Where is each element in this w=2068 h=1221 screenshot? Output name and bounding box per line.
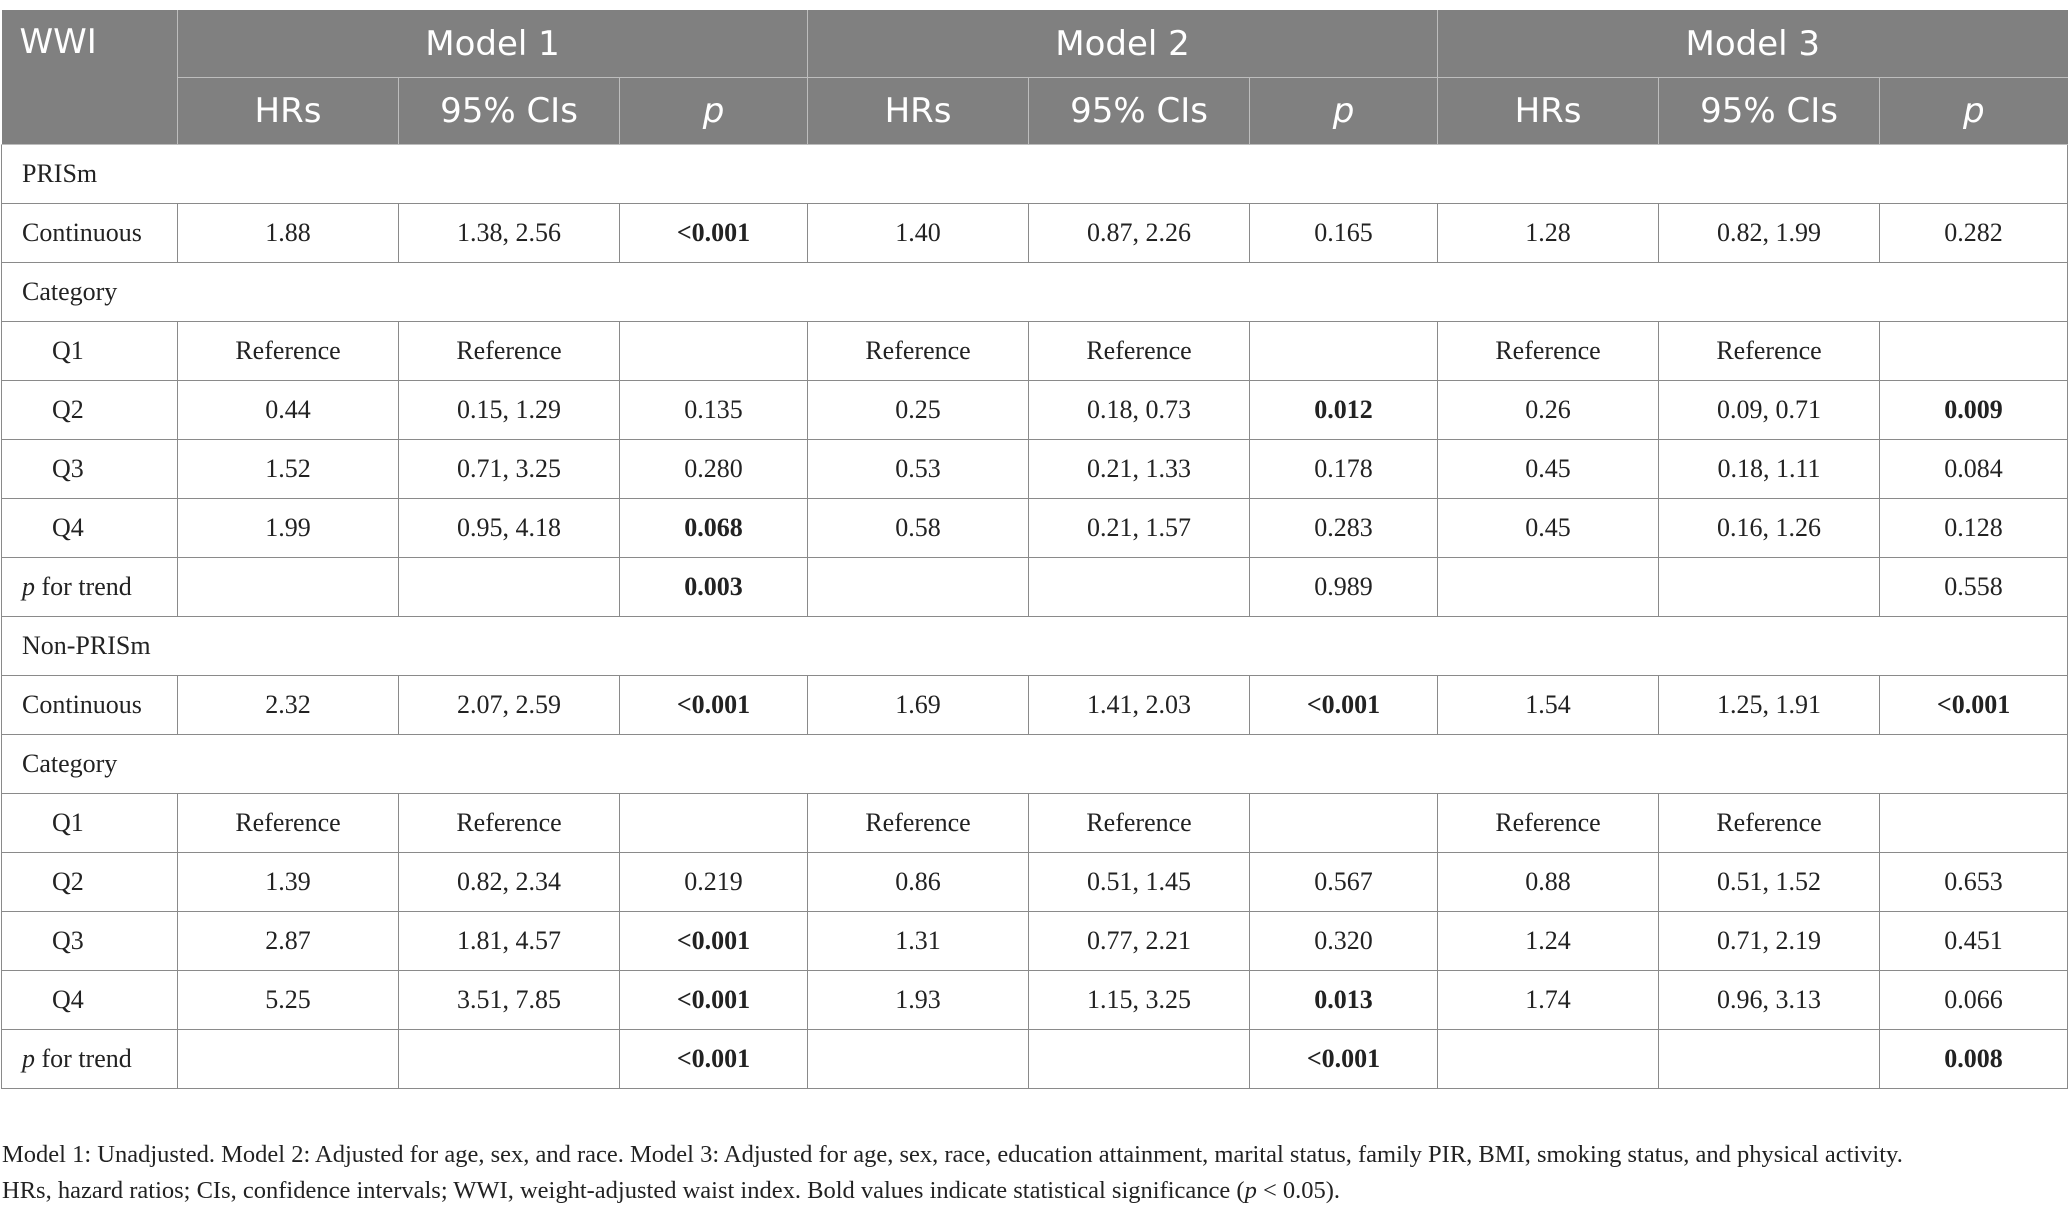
cell-model3-p: 0.451: [1880, 912, 2068, 971]
cell-model3-ci: Reference: [1659, 322, 1880, 381]
cell-model1-hr: 1.99: [178, 499, 399, 558]
row-label: Q3: [2, 440, 178, 499]
subheader-row: [2, 263, 2068, 322]
cell-model1-p: [620, 322, 808, 381]
section-row: [2, 617, 2068, 676]
cell-model1-p: <0.001: [620, 971, 808, 1030]
cell-model3-p: 0.128: [1880, 499, 2068, 558]
ci-header: 95% CIs: [1029, 78, 1250, 145]
cell-model2-hr: 1.40: [808, 204, 1029, 263]
cell-model1-p: 0.068: [620, 499, 808, 558]
cell-model2-p: [1250, 322, 1438, 381]
ci-header: 95% CIs: [1659, 78, 1880, 145]
model-1-header: Model 1: [178, 10, 808, 78]
model-3-header: Model 3: [1438, 10, 2068, 78]
cell-model3-p: [1880, 794, 2068, 853]
cell-model3-p: 0.008: [1880, 1030, 2068, 1089]
cell-model1-p: 0.280: [620, 440, 808, 499]
table-row: [2, 322, 2068, 381]
cell-model2-p: <0.001: [1250, 676, 1438, 735]
footnote-abbreviations: [2, 1173, 2066, 1209]
subheader-label: Category: [2, 735, 2068, 794]
cell-model3-ci: 0.51, 1.52: [1659, 853, 1880, 912]
table-body: [2, 145, 2068, 1089]
cell-model2-hr: 0.86: [808, 853, 1029, 912]
cell-model2-p: 0.320: [1250, 912, 1438, 971]
cell-model2-ci: [1029, 558, 1250, 617]
header-row-models: [2, 10, 2068, 78]
row-label: Q2: [2, 853, 178, 912]
cell-model3-ci: 0.71, 2.19: [1659, 912, 1880, 971]
cell-model2-hr: 1.31: [808, 912, 1029, 971]
cell-model2-hr: 0.25: [808, 381, 1029, 440]
cell-model1-p: <0.001: [620, 676, 808, 735]
cell-model2-hr: [808, 558, 1029, 617]
cell-model3-hr: 1.28: [1438, 204, 1659, 263]
table-row: [2, 381, 2068, 440]
footnote-threshold: < 0.05).: [1256, 1177, 1341, 1204]
cell-model1-ci: [399, 1030, 620, 1089]
table-row: [2, 499, 2068, 558]
cell-model2-p: [1250, 794, 1438, 853]
cell-model1-ci: 0.82, 2.34: [399, 853, 620, 912]
cell-model3-p: [1880, 322, 2068, 381]
table-row: [2, 912, 2068, 971]
cell-model2-p: 0.567: [1250, 853, 1438, 912]
table-container: [0, 10, 2068, 1089]
cell-model1-hr: [178, 1030, 399, 1089]
cell-model3-hr: 0.88: [1438, 853, 1659, 912]
cell-model3-ci: 0.82, 1.99: [1659, 204, 1880, 263]
footnote-abbr-text: HRs, hazard ratios; CIs, confidence intervals; WWI, weight-adjusted waist index. Bold values indicate statistical significance (: [2, 1177, 1245, 1204]
table-row: [2, 676, 2068, 735]
cell-model1-ci: Reference: [399, 322, 620, 381]
header-row-subcols: [2, 78, 2068, 145]
cell-model3-hr: 1.54: [1438, 676, 1659, 735]
cell-model1-ci: 2.07, 2.59: [399, 676, 620, 735]
cell-model2-p: 0.989: [1250, 558, 1438, 617]
cell-model2-ci: Reference: [1029, 794, 1250, 853]
cell-model3-hr: 0.26: [1438, 381, 1659, 440]
cell-model1-p: <0.001: [620, 912, 808, 971]
section-title: PRISm: [2, 145, 2068, 204]
hrs-header: HRs: [1438, 78, 1659, 145]
subheader-row: [2, 735, 2068, 794]
cell-model3-p: 0.084: [1880, 440, 2068, 499]
cell-model1-hr: 5.25: [178, 971, 399, 1030]
cell-model1-hr: 2.87: [178, 912, 399, 971]
cell-model3-p: 0.009: [1880, 381, 2068, 440]
cell-model3-ci: 0.96, 3.13: [1659, 971, 1880, 1030]
cell-model2-hr: 1.69: [808, 676, 1029, 735]
cell-model1-hr: 1.39: [178, 853, 399, 912]
cell-model3-hr: [1438, 1030, 1659, 1089]
cell-model1-ci: Reference: [399, 794, 620, 853]
cell-model2-ci: 1.15, 3.25: [1029, 971, 1250, 1030]
cell-model3-ci: 0.16, 1.26: [1659, 499, 1880, 558]
cell-model3-hr: 0.45: [1438, 440, 1659, 499]
cell-model1-hr: 1.52: [178, 440, 399, 499]
cell-model2-ci: 1.41, 2.03: [1029, 676, 1250, 735]
cell-model2-p: 0.165: [1250, 204, 1438, 263]
table-row: [2, 971, 2068, 1030]
cell-model1-ci: [399, 558, 620, 617]
cell-model2-ci: 0.21, 1.33: [1029, 440, 1250, 499]
cell-model2-ci: 0.18, 0.73: [1029, 381, 1250, 440]
cell-model3-p: 0.558: [1880, 558, 2068, 617]
cell-model3-ci: 1.25, 1.91: [1659, 676, 1880, 735]
hrs-header: HRs: [808, 78, 1029, 145]
row-label-p-symbol: p: [22, 572, 35, 601]
cell-model2-p: 0.283: [1250, 499, 1438, 558]
cell-model2-p: <0.001: [1250, 1030, 1438, 1089]
row-label: Q4: [2, 971, 178, 1030]
p-header: p: [1250, 78, 1438, 145]
cell-model2-ci: [1029, 1030, 1250, 1089]
cell-model3-ci: Reference: [1659, 794, 1880, 853]
row-label: Continuous: [2, 204, 178, 263]
cell-model2-ci: 0.51, 1.45: [1029, 853, 1250, 912]
row-label: Q3: [2, 912, 178, 971]
cell-model3-hr: 1.74: [1438, 971, 1659, 1030]
cell-model3-ci: 0.18, 1.11: [1659, 440, 1880, 499]
cell-model1-p: <0.001: [620, 1030, 808, 1089]
table-row: [2, 853, 2068, 912]
cell-model1-hr: Reference: [178, 322, 399, 381]
cell-model2-ci: Reference: [1029, 322, 1250, 381]
cell-model1-p: 0.003: [620, 558, 808, 617]
cell-model3-hr: 0.45: [1438, 499, 1659, 558]
cell-model1-p: <0.001: [620, 204, 808, 263]
cell-model2-hr: [808, 1030, 1029, 1089]
cell-model2-ci: 0.87, 2.26: [1029, 204, 1250, 263]
cell-model1-ci: 0.95, 4.18: [399, 499, 620, 558]
row-label: Q4: [2, 499, 178, 558]
cell-model1-ci: 1.38, 2.56: [399, 204, 620, 263]
cell-model3-hr: 1.24: [1438, 912, 1659, 971]
cell-model1-hr: 0.44: [178, 381, 399, 440]
row-label: [2, 1030, 178, 1089]
cell-model3-ci: [1659, 1030, 1880, 1089]
cell-model3-hr: Reference: [1438, 794, 1659, 853]
cell-model2-p: 0.178: [1250, 440, 1438, 499]
cell-model3-p: <0.001: [1880, 676, 2068, 735]
row-label: Q1: [2, 322, 178, 381]
footnote-p-symbol: p: [1244, 1177, 1257, 1204]
p-header: p: [1880, 78, 2068, 145]
cell-model1-ci: 1.81, 4.57: [399, 912, 620, 971]
table-row: [2, 794, 2068, 853]
table-footnotes: [2, 1137, 2066, 1209]
cell-model1-hr: Reference: [178, 794, 399, 853]
cell-model3-p: 0.282: [1880, 204, 2068, 263]
cell-model2-hr: 1.93: [808, 971, 1029, 1030]
cell-model2-p: 0.013: [1250, 971, 1438, 1030]
cell-model1-p: 0.219: [620, 853, 808, 912]
row-label: Q1: [2, 794, 178, 853]
footnote-models: Model 1: Unadjusted. Model 2: Adjusted for age, sex, and race. Model 3: Adjusted for age, sex, race, education attainment, marital status, family PIR, BMI, smoking status, and physical activity.: [2, 1141, 1903, 1168]
model-2-header: Model 2: [808, 10, 1438, 78]
corner-header: WWI: [2, 10, 178, 145]
cell-model1-ci: 3.51, 7.85: [399, 971, 620, 1030]
cell-model2-hr: Reference: [808, 794, 1029, 853]
cell-model2-ci: 0.21, 1.57: [1029, 499, 1250, 558]
row-label-text: for trend: [35, 572, 132, 601]
hazard-ratio-table: [1, 10, 2068, 1089]
hrs-header: HRs: [178, 78, 399, 145]
cell-model3-ci: [1659, 558, 1880, 617]
row-label-p-symbol: p: [22, 1044, 35, 1073]
row-label: Continuous: [2, 676, 178, 735]
cell-model1-ci: 0.71, 3.25: [399, 440, 620, 499]
row-label: [2, 558, 178, 617]
table-row: [2, 558, 2068, 617]
cell-model2-hr: 0.53: [808, 440, 1029, 499]
section-title: Non-PRISm: [2, 617, 2068, 676]
cell-model1-ci: 0.15, 1.29: [399, 381, 620, 440]
cell-model1-hr: 1.88: [178, 204, 399, 263]
cell-model1-hr: 2.32: [178, 676, 399, 735]
cell-model3-p: 0.066: [1880, 971, 2068, 1030]
table-row: [2, 1030, 2068, 1089]
cell-model2-hr: Reference: [808, 322, 1029, 381]
cell-model3-ci: 0.09, 0.71: [1659, 381, 1880, 440]
row-label: Q2: [2, 381, 178, 440]
subheader-label: Category: [2, 263, 2068, 322]
cell-model2-p: 0.012: [1250, 381, 1438, 440]
row-label-text: for trend: [35, 1044, 132, 1073]
table-row: [2, 204, 2068, 263]
section-row: [2, 145, 2068, 204]
ci-header: 95% CIs: [399, 78, 620, 145]
cell-model3-hr: [1438, 558, 1659, 617]
p-header: p: [620, 78, 808, 145]
cell-model3-p: 0.653: [1880, 853, 2068, 912]
cell-model2-ci: 0.77, 2.21: [1029, 912, 1250, 971]
cell-model2-hr: 0.58: [808, 499, 1029, 558]
cell-model3-hr: Reference: [1438, 322, 1659, 381]
table-row: [2, 440, 2068, 499]
cell-model1-hr: [178, 558, 399, 617]
cell-model1-p: [620, 794, 808, 853]
table-header: [2, 10, 2068, 145]
cell-model1-p: 0.135: [620, 381, 808, 440]
